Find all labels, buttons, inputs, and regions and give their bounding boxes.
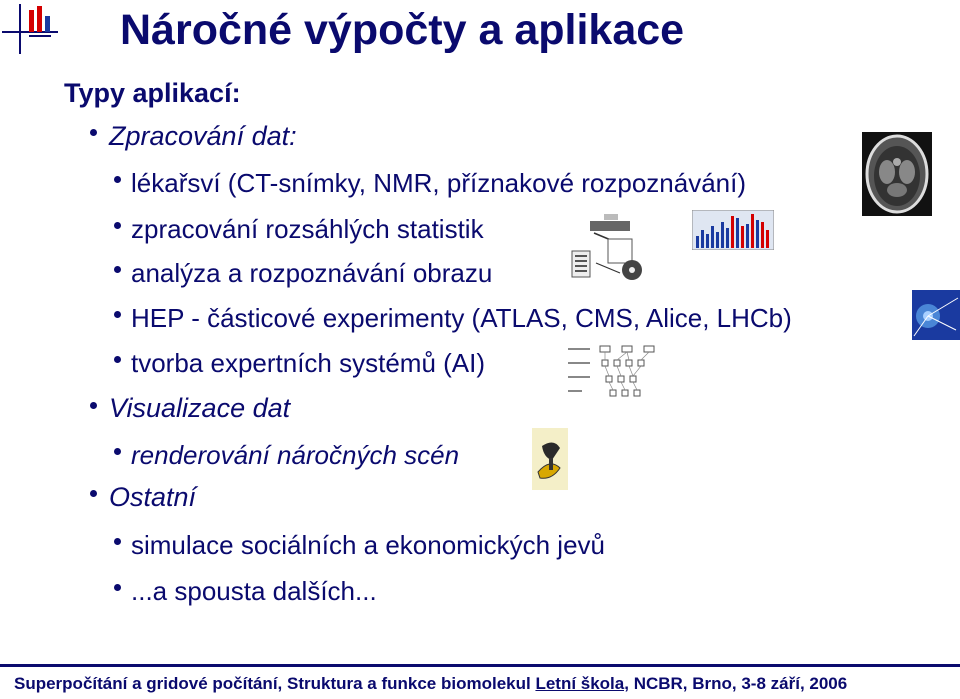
expert-system-diagram <box>566 344 660 400</box>
footer-place-date: NCBR, Brno, 3-8 září, 2006 <box>628 674 848 693</box>
list-item-data-processing: Zpracování dat: <box>109 121 297 151</box>
bullet-icon <box>114 448 121 455</box>
list-item-more: ...a spousta dalších... <box>131 576 377 606</box>
bullet-icon <box>114 311 121 318</box>
bullet-icon <box>114 356 121 363</box>
hep-detector-image <box>912 290 960 340</box>
bullet-icon <box>90 129 97 136</box>
footer-divider <box>0 664 960 667</box>
list-item-rendering: renderování náročných scén <box>131 440 460 470</box>
list-item-expert-systems: tvorba expertních systémů (AI) <box>131 348 486 378</box>
bullet-icon <box>114 222 121 229</box>
logo-icon <box>2 2 60 56</box>
page-title: Náročné výpočty a aplikace <box>120 6 685 54</box>
image-analysis-diagram <box>566 213 648 301</box>
statistics-chart-image <box>692 210 774 250</box>
list-item-image-analysis: analýza a rozpoznávání obrazu <box>131 258 493 288</box>
list-item-simulation: simulace sociálních a ekonomických jevů <box>131 530 605 560</box>
bullet-icon <box>114 538 121 545</box>
list-item-visualization: Visualizace dat <box>109 393 291 423</box>
bullet-icon <box>90 490 97 497</box>
section-heading: Typy aplikací: <box>64 78 241 108</box>
bullet-icon <box>114 584 121 591</box>
footer <box>14 674 847 694</box>
list-item-other: Ostatní <box>109 482 197 512</box>
bullet-icon <box>114 176 121 183</box>
footer-event: Letní škola, <box>535 674 629 693</box>
list-item-medicine: lékařsví (CT-snímky, NMR, příznakové rozpoznávání) <box>131 168 747 198</box>
list-item-hep: HEP - částicové experimenty (ATLAS, CMS, Alice, LHCb) <box>131 303 792 333</box>
footer-topic: Struktura a funkce biomolekul <box>282 674 536 693</box>
list-item-statistics: zpracování rozsáhlých statistik <box>131 214 484 244</box>
bullet-icon <box>114 266 121 273</box>
ct-scan-image <box>862 132 932 216</box>
rendering-icon <box>532 428 568 490</box>
bullet-icon <box>90 402 97 409</box>
footer-course: Superpočítání a gridové počítání, <box>14 674 283 693</box>
